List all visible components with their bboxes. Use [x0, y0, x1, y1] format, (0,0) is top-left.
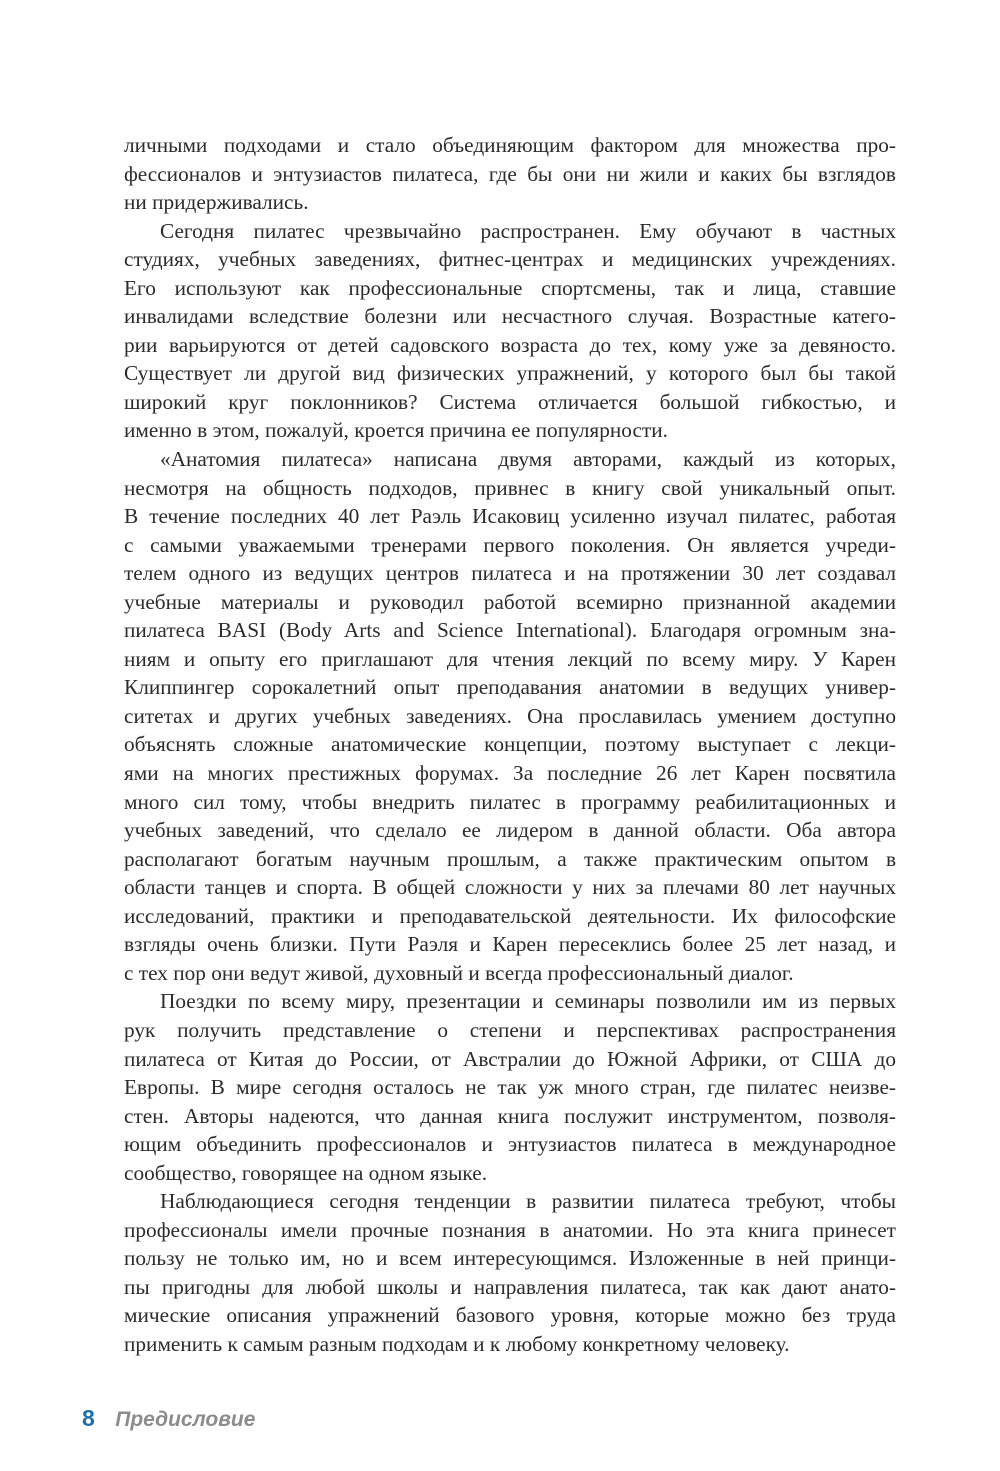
text-line: Клиппингер сорокалетний опыт преподавания анатомии в ведущих универ-	[124, 675, 896, 700]
text-line: с самыми уважаемыми тренерами первого поколения. Он является учреди-	[124, 532, 896, 557]
text-line: много сил тому, чтобы внедрить пилатес в программу реабилитационных и	[124, 789, 896, 814]
text-line: профессионалы имели прочные познания в анатомии. Но эта книга принесет	[124, 1217, 896, 1242]
text-line: учебных заведений, что сделало ее лидером в данной области. Оба автора	[124, 818, 896, 843]
text-line: рук получить представление о степени и перспективах распространения	[124, 1017, 896, 1042]
text-line: «Анатомия пилатеса» написана двумя авторами, каждый из которых,	[160, 447, 896, 472]
text-line: области танцев и спорта. В общей сложности у них за плечами 80 лет научных	[124, 875, 896, 900]
text-line: Его используют как профессиональные спортсмены, так и лица, ставшие	[124, 275, 896, 300]
text-line: инвалидами вследствие болезни или несчастного случая. Возрастные катего-	[124, 304, 896, 329]
text-line: стен. Авторы надеются, что данная книга послужит инструментом, позволя-	[124, 1103, 896, 1128]
text-line: ющим объединить профессионалов и энтузиастов пилатеса в международное	[124, 1132, 896, 1157]
text-line: ни придерживались.	[124, 190, 309, 215]
text-line: Европы. В мире сегодня осталось не так уж много стран, где пилатес неизве-	[124, 1075, 896, 1100]
text-line: взгляды очень близки. Пути Раэля и Карен пересеклись более 25 лет назад, и	[124, 932, 896, 957]
paragraph	[124, 987, 896, 1187]
text-line: Поездки по всему миру, презентации и семинары позволили им из первых	[160, 989, 896, 1014]
text-line: Существует ли другой вид физических упражнений, у которого был бы такой	[124, 361, 896, 386]
text-line: несмотря на общность подходов, привнес в книгу свой уникальный опыт.	[124, 475, 896, 500]
text-line: ситетах и других учебных заведениях. Она прославилась умением доступно	[124, 703, 896, 728]
text-line: ями на многих престижных форумах. За последние 26 лет Карен посвятила	[124, 761, 896, 786]
section-title: Предисловие	[115, 1408, 256, 1431]
body-text	[124, 131, 896, 1359]
text-line: пилатеса BASI (Body Arts and Science International). Благодаря огромным зна-	[124, 618, 896, 643]
text-line: располагают богатым научным прошлым, а также практическим опытом в	[124, 846, 896, 871]
text-line: пилатеса от Китая до России, от Австралии до Южной Африки, от США до	[124, 1046, 896, 1071]
page-footer	[82, 1403, 255, 1433]
text-line: студиях, учебных заведениях, фитнес-центрах и медицинских учреждениях.	[124, 247, 896, 272]
page-number: 8	[82, 1405, 95, 1431]
paragraph	[124, 1187, 896, 1358]
text-line: В течение последних 40 лет Раэль Исаковиц усиленно изучал пилатес, работая	[124, 504, 896, 529]
paragraph	[124, 445, 896, 987]
text-line: Наблюдающиеся сегодня тенденции в развитии пилатеса требуют, чтобы	[160, 1189, 896, 1214]
paragraph	[124, 131, 896, 217]
text-line: фессионалов и энтузиастов пилатеса, где бы они ни жили и каких бы взглядов	[124, 161, 896, 186]
text-line: исследований, практики и преподавательской деятельности. Их философские	[124, 903, 896, 928]
text-line: телем одного из ведущих центров пилатеса и на протяжении 30 лет создавал	[124, 561, 896, 586]
text-line: именно в этом, пожалуй, кроется причина ее популярности.	[124, 418, 668, 443]
text-line: пользу не только им, но и всем интересующимся. Изложенные в ней принци-	[124, 1246, 896, 1271]
text-line: сообщество, говорящее на одном языке.	[124, 1160, 488, 1185]
text-line: мические описания упражнений базового уровня, которые можно без труда	[124, 1303, 896, 1328]
text-line: личными подходами и стало объединяющим фактором для множества про-	[124, 133, 896, 157]
text-line: с тех пор они ведут живой, духовный и всегда профессиональный диалог.	[124, 960, 794, 985]
text-line: объяснять сложные анатомические концепции, поэтому выступает с лекци-	[124, 732, 896, 757]
text-line: пы пригодны для любой школы и направления пилатеса, так как дают анато-	[124, 1274, 896, 1299]
text-line: учебные материалы и руководил работой всемирно признанной академии	[124, 589, 896, 614]
text-line: применить к самым разным подходам и к любому конкретному человеку.	[124, 1331, 790, 1356]
text-line: рии варьируются от детей садовского возраста до тех, кому уже за девяносто.	[124, 332, 896, 357]
text-line: широкий круг поклонников? Система отличается большой гибкостью, и	[124, 389, 896, 414]
text-line: ниям и опыту его приглашают для чтения лекций по всему миру. У Карен	[124, 646, 896, 671]
text-line: Сегодня пилатес чрезвычайно распространен. Ему обучают в частных	[160, 218, 896, 243]
paragraph	[124, 217, 896, 445]
